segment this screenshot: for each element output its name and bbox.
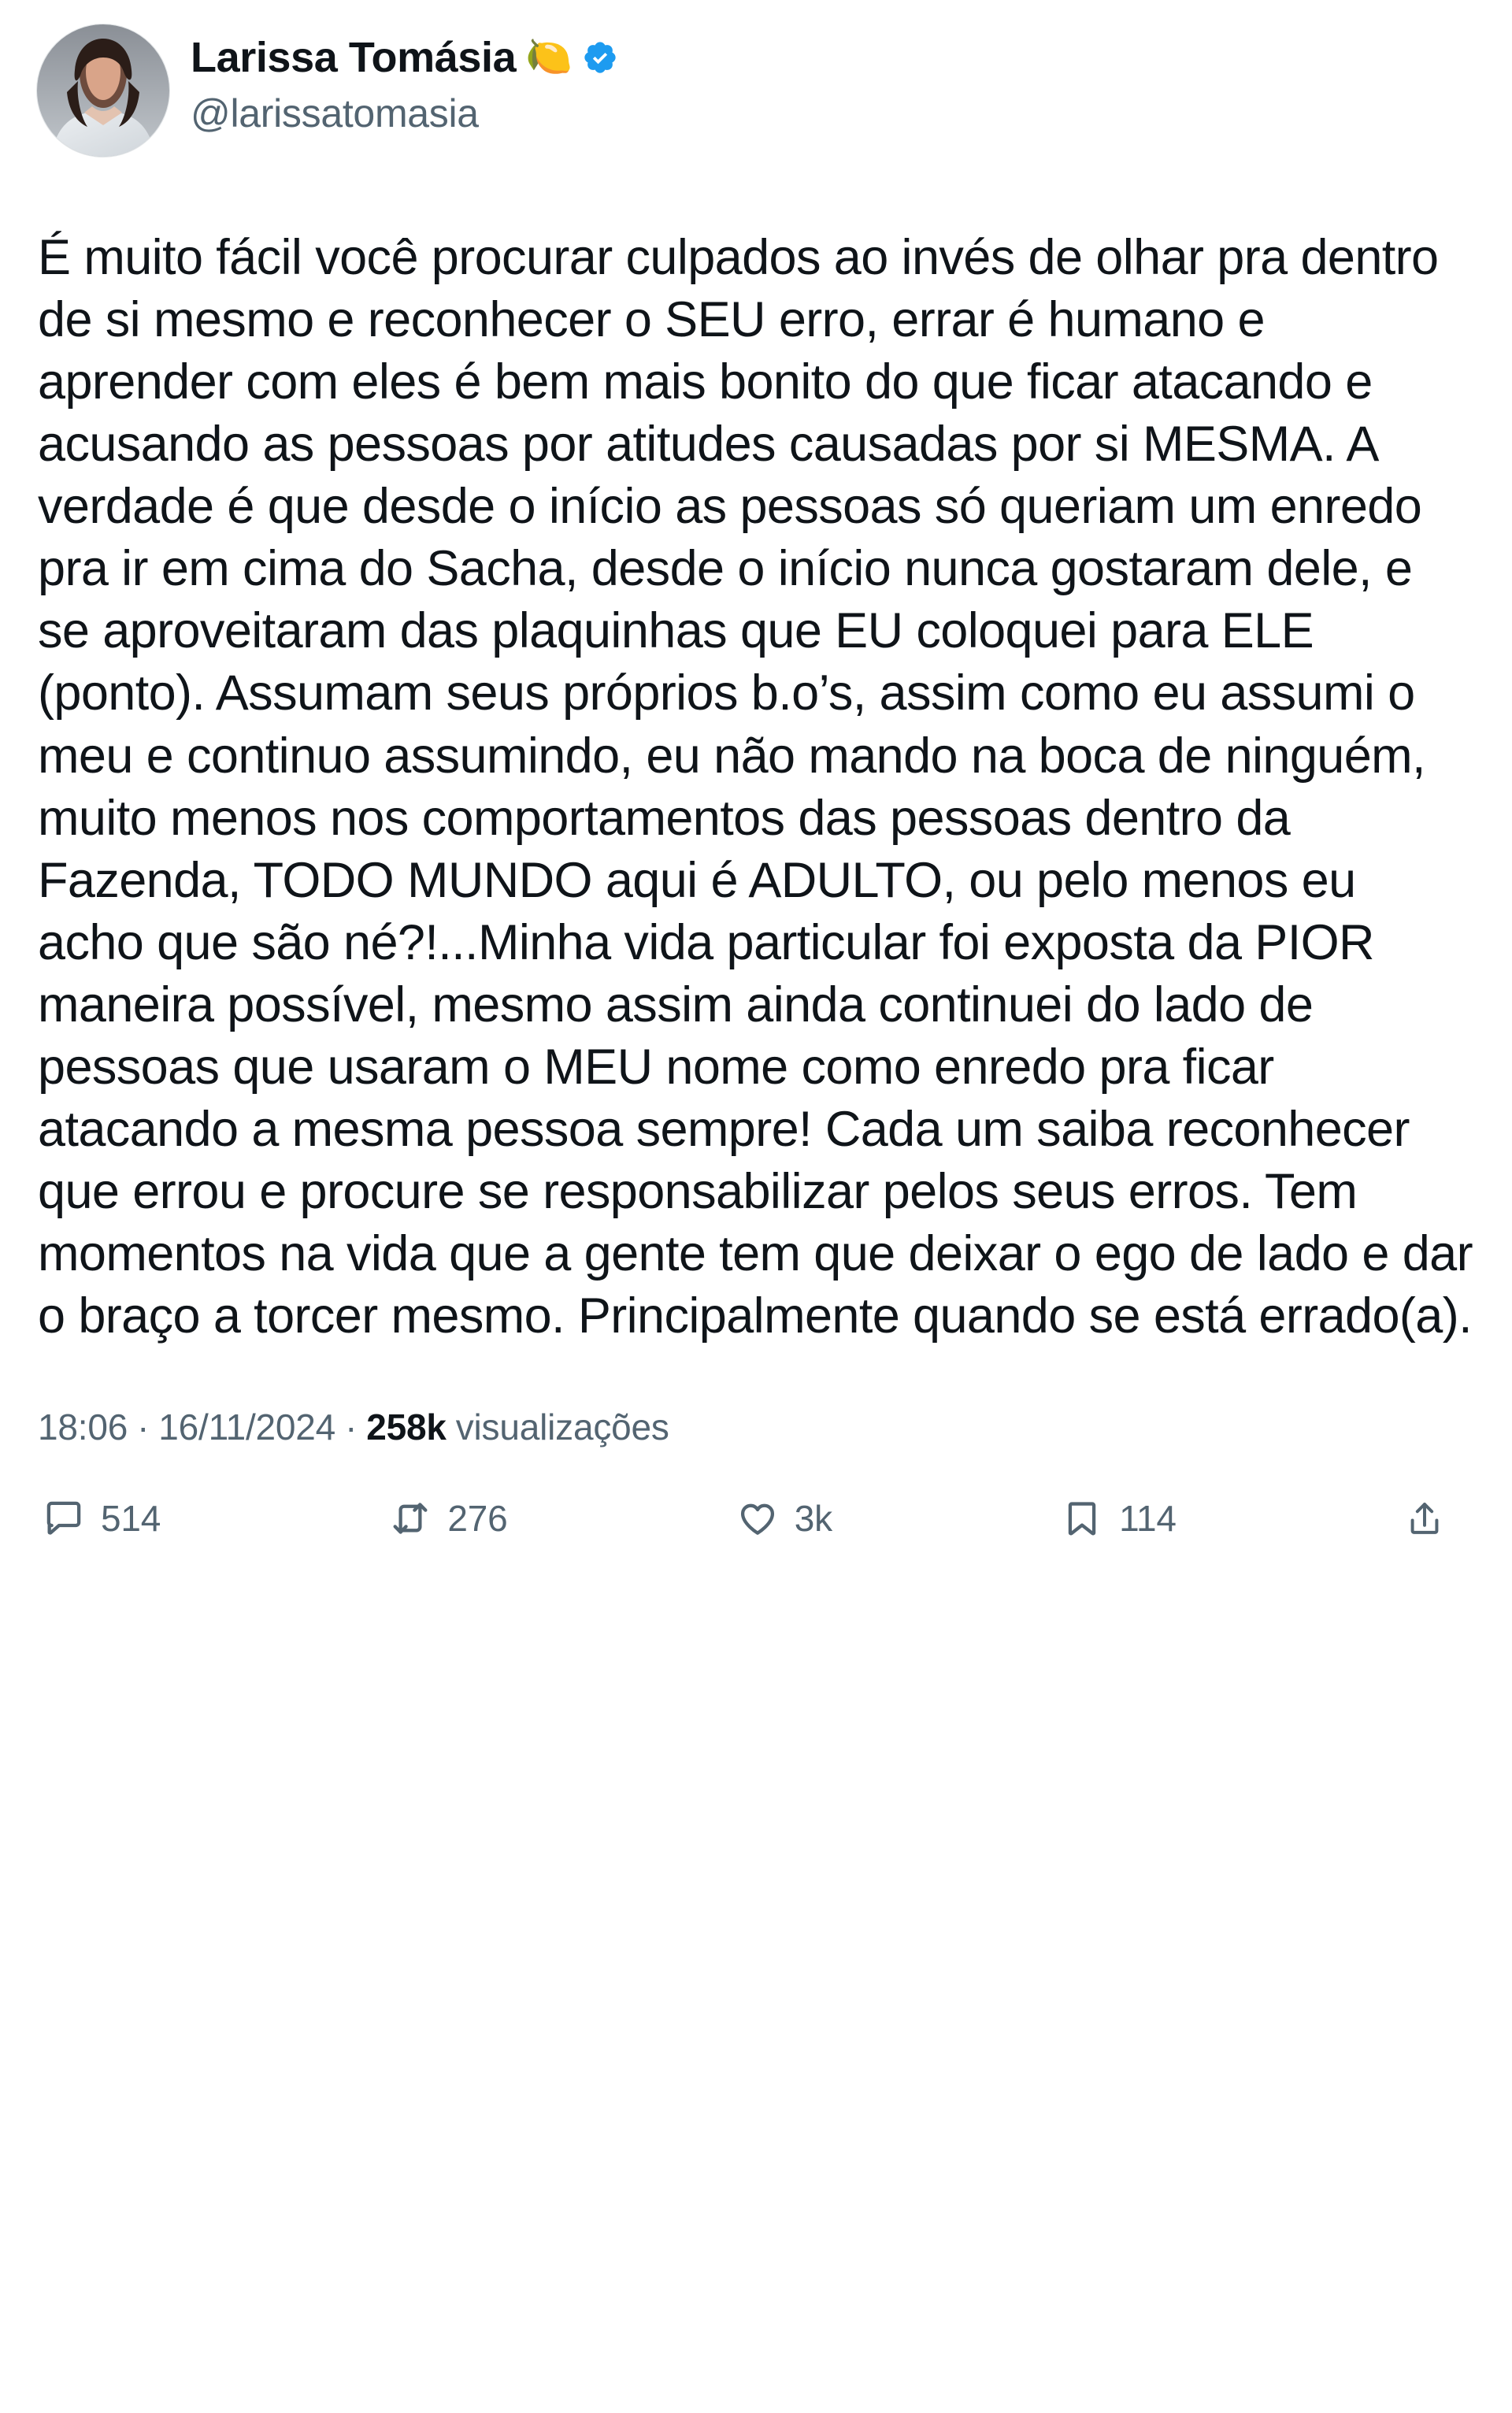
reply-count: 514	[101, 1498, 161, 1540]
meta-separator-2: ·	[345, 1407, 358, 1448]
avatar[interactable]	[36, 24, 170, 158]
bottom-spacer	[32, 1540, 1480, 2413]
tweet-meta	[38, 1406, 1480, 1448]
tweet-time: 18:06	[38, 1407, 128, 1448]
verified-badge-icon	[582, 39, 618, 76]
author-display-name[interactable]: Larissa Tomásia	[191, 34, 517, 81]
views-count: 258k	[366, 1407, 447, 1448]
bookmark-button[interactable]	[1061, 1497, 1177, 1540]
author-name-row	[191, 35, 618, 80]
views-label: visualizações	[455, 1407, 669, 1448]
reply-icon	[43, 1497, 85, 1540]
share-icon	[1405, 1499, 1444, 1538]
meta-separator-1: ·	[137, 1407, 150, 1448]
retweet-count: 276	[447, 1498, 508, 1540]
reply-button[interactable]	[43, 1497, 161, 1540]
retweet-icon	[389, 1497, 432, 1540]
tweet-date: 16/11/2024	[158, 1407, 336, 1448]
bookmark-icon	[1061, 1497, 1103, 1540]
author-handle[interactable]: @larissatomasia	[191, 91, 479, 136]
tweet-actions	[32, 1497, 1480, 1540]
like-count: 3k	[794, 1498, 832, 1540]
retweet-button[interactable]	[389, 1497, 507, 1540]
tweet-header	[32, 19, 1480, 189]
lemon-emoji-icon: 🍋	[525, 36, 573, 79]
author-identity	[191, 24, 618, 137]
bookmark-count: 114	[1119, 1498, 1177, 1540]
heart-icon	[736, 1497, 779, 1540]
share-button[interactable]	[1405, 1499, 1460, 1538]
tweet-text: É muito fácil você procurar culpados ao invés de olhar pra dentro de si mesmo e reconhecer o SEU erro, errar é humano e aprender com eles é bem mais bonito do que ficar atacando e acusando as pessoas por atitudes causadas por si MESMA. A verdade é que desde o início as pessoas só queriam um enredo pra ir em cima do Sacha, desde o início nunca gostaram dele, e se aproveitaram das plaquinhas que EU coloquei para ELE (ponto). Assumam seus próprios b.o’s, assim como eu assumi o meu e continuo assumindo, eu não mando na boca de ninguém, muito menos nos comportamentos das pessoas dentro da Fazenda, TODO MUNDO aqui é ADULTO, ou pelo menos eu acho que são né?!...Minha vida particular foi exposta da PIOR maneira possível, mesmo assim ainda continuei do lado de pessoas que usaram o MEU nome como enredo pra ficar atacando a mesma pessoa sempre! Cada um saiba reconhecer que errou e procure se responsabilizar pelos seus erros. Tem momentos na vida que a gente tem que deixar o ego de lado e dar o braço a torcer mesmo. Principalmente quando se está errado(a).	[38, 230, 1486, 1344]
like-button[interactable]	[736, 1497, 832, 1540]
